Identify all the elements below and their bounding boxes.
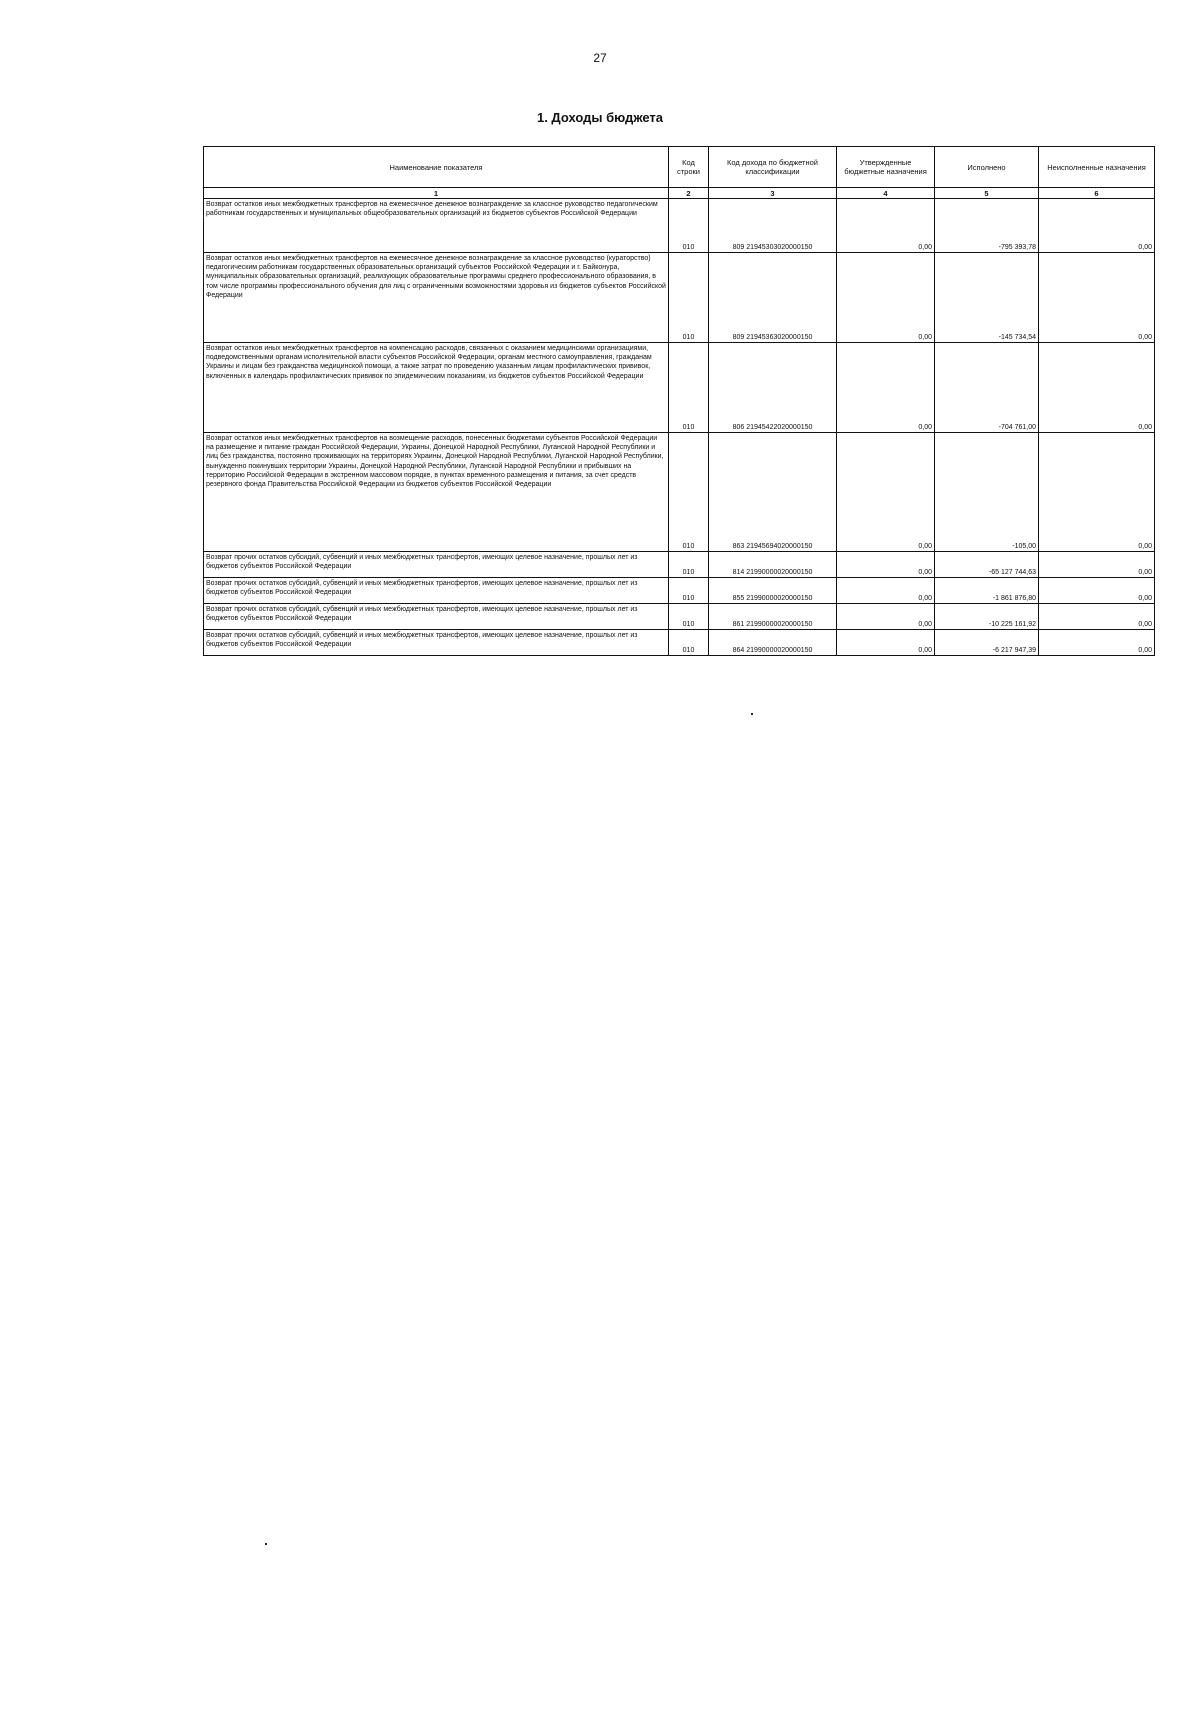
row-approved: 0,00 xyxy=(837,552,935,578)
row-income-code: 855 21990000020000150 xyxy=(709,578,837,604)
row-approved: 0,00 xyxy=(837,343,935,433)
table-row xyxy=(204,630,1155,656)
row-approved: 0,00 xyxy=(837,199,935,253)
budget-income-table xyxy=(203,146,1155,656)
row-indicator-name: Возврат прочих остатков субсидий, субвенций и иных межбюджетных трансфертов, имеющих целевое назначение, прошлых лет из бюджетов субъектов Российской Федерации xyxy=(204,552,669,578)
row-line-code: 010 xyxy=(669,433,709,552)
table-row xyxy=(204,253,1155,343)
row-unexecuted: 0,00 xyxy=(1039,343,1155,433)
row-unexecuted: 0,00 xyxy=(1039,552,1155,578)
row-executed: -6 217 947,39 xyxy=(935,630,1039,656)
row-indicator-name: Возврат остатков иных межбюджетных трансфертов на возмещение расходов, понесенных бюджетами субъектов Российской Федерации на размещение и питание граждан Российской Федерации, Украины, Донецкой Народной Республики, Луганской Народной Республики и лиц без гражданства, постоянно проживающих на территориях Украины, Донецкой Народной Республики, Луганской Народной Республики, вынужденно покинувших территории Украины, Донецкой Народной Республики, Луганской Народной Республики и прибывших на территорию Российской Федерации в экстренном массовом порядке, в пунктах временного размещения и питания, за счет средств резервного фонда Правительства Российской Федерации из бюджетов субъектов Российской Федерации xyxy=(204,433,669,552)
column-number-row xyxy=(204,188,1155,199)
header-line-code: Код строки xyxy=(669,147,709,188)
row-line-code: 010 xyxy=(669,604,709,630)
row-unexecuted: 0,00 xyxy=(1039,199,1155,253)
row-approved: 0,00 xyxy=(837,433,935,552)
row-executed: -1 861 876,80 xyxy=(935,578,1039,604)
row-income-code: 809 21945363020000150 xyxy=(709,253,837,343)
column-number: 3 xyxy=(709,188,837,199)
column-number: 5 xyxy=(935,188,1039,199)
table-row xyxy=(204,578,1155,604)
header-unexecuted: Неисполненные назначения xyxy=(1039,147,1155,188)
column-number: 4 xyxy=(837,188,935,199)
table-row xyxy=(204,552,1155,578)
row-indicator-name: Возврат остатков иных межбюджетных трансфертов на ежемесячное денежное вознаграждение за классное руководство педагогическим работникам государственных и муниципальных общеобразовательных организаций из бюджетов субъектов Российской Федерации xyxy=(204,199,669,253)
row-line-code: 010 xyxy=(669,343,709,433)
row-executed: -105,00 xyxy=(935,433,1039,552)
column-number: 2 xyxy=(669,188,709,199)
row-unexecuted: 0,00 xyxy=(1039,578,1155,604)
row-executed: -65 127 744,63 xyxy=(935,552,1039,578)
row-income-code: 806 21945422020000150 xyxy=(709,343,837,433)
row-indicator-name: Возврат прочих остатков субсидий, субвенций и иных межбюджетных трансфертов, имеющих целевое назначение, прошлых лет из бюджетов субъектов Российской Федерации xyxy=(204,578,669,604)
row-indicator-name: Возврат остатков иных межбюджетных трансфертов на ежемесячное денежное вознаграждение за классное руководство (кураторство) педагогическим работникам государственных образовательных организаций субъектов Российской Федерации и г. Байконура, муниципальных образовательных организаций, реализующих образовательные программы среднего профессионального образования, в том числе программы профессионального обучения для лиц с ограниченными возможностями здоровья из бюджетов субъектов Российской Федерации xyxy=(204,253,669,343)
row-income-code: 864 21990000020000150 xyxy=(709,630,837,656)
row-approved: 0,00 xyxy=(837,253,935,343)
row-executed: -145 734,54 xyxy=(935,253,1039,343)
row-unexecuted: 0,00 xyxy=(1039,433,1155,552)
row-indicator-name: Возврат остатков иных межбюджетных трансфертов на компенсацию расходов, связанных с оказанием медицинскими организациями, подведомственными органам исполнительной власти субъектов Российской Федерации, органам местного самоуправления, гражданам Украины и лицам без гражданства медицинской помощи, а также затрат по проведению указанным лицам профилактических прививок, включенных в календарь профилактических прививок по эпидемическим показаниям, из бюджетов субъектов Российской Федерации xyxy=(204,343,669,433)
row-unexecuted: 0,00 xyxy=(1039,604,1155,630)
row-line-code: 010 xyxy=(669,578,709,604)
row-executed: -10 225 161,92 xyxy=(935,604,1039,630)
scan-speck xyxy=(265,1543,267,1545)
header-indicator-name: Наименование показателя xyxy=(204,147,669,188)
row-approved: 0,00 xyxy=(837,604,935,630)
row-line-code: 010 xyxy=(669,552,709,578)
header-income-code: Код дохода по бюджетной классификации xyxy=(709,147,837,188)
row-approved: 0,00 xyxy=(837,578,935,604)
header-approved: Утвержденные бюджетные назначения xyxy=(837,147,935,188)
row-indicator-name: Возврат прочих остатков субсидий, субвенций и иных межбюджетных трансфертов, имеющих целевое назначение, прошлых лет из бюджетов субъектов Российской Федерации xyxy=(204,630,669,656)
column-number: 6 xyxy=(1039,188,1155,199)
row-indicator-name: Возврат прочих остатков субсидий, субвенций и иных межбюджетных трансфертов, имеющих целевое назначение, прошлых лет из бюджетов субъектов Российской Федерации xyxy=(204,604,669,630)
row-line-code: 010 xyxy=(669,630,709,656)
row-income-code: 863 21945694020000150 xyxy=(709,433,837,552)
row-line-code: 010 xyxy=(669,199,709,253)
row-line-code: 010 xyxy=(669,253,709,343)
row-income-code: 814 21990000020000150 xyxy=(709,552,837,578)
page-number: 27 xyxy=(593,51,607,65)
row-approved: 0,00 xyxy=(837,630,935,656)
row-income-code: 809 21945303020000150 xyxy=(709,199,837,253)
scan-speck xyxy=(751,713,753,715)
row-unexecuted: 0,00 xyxy=(1039,630,1155,656)
table-row xyxy=(204,433,1155,552)
section-title: 1. Доходы бюджета xyxy=(536,110,664,125)
row-unexecuted: 0,00 xyxy=(1039,253,1155,343)
table-header-row xyxy=(204,147,1155,188)
header-executed: Исполнено xyxy=(935,147,1039,188)
column-number: 1 xyxy=(204,188,669,199)
table-row xyxy=(204,343,1155,433)
row-executed: -704 761,00 xyxy=(935,343,1039,433)
table-row xyxy=(204,604,1155,630)
table-row xyxy=(204,199,1155,253)
row-income-code: 861 21990000020000150 xyxy=(709,604,837,630)
row-executed: -795 393,78 xyxy=(935,199,1039,253)
